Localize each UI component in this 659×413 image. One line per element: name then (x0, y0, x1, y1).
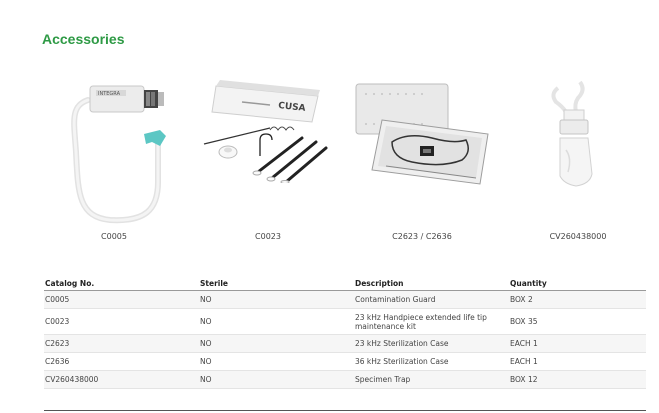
header-quantity: Quantity (509, 276, 646, 291)
cell-sterile: NO (199, 371, 354, 389)
product-caption-c0023: C0023 (255, 232, 281, 241)
cell-catalog: C0023 (44, 309, 199, 335)
cell-catalog: C2623 (44, 335, 199, 353)
cell-sterile: NO (199, 353, 354, 371)
cell-description: 23 kHz Handpiece extended life tip maintenance kit (354, 309, 509, 335)
product-caption-c2623-c2636: C2623 / C2636 (392, 232, 452, 241)
cell-quantity: BOX 35 (509, 309, 646, 335)
product-image-c0005 (60, 82, 180, 227)
table-row (44, 291, 646, 309)
cell-description: Contamination Guard (354, 291, 509, 309)
section-title: Accessories (42, 31, 125, 47)
product-caption-c0005: C0005 (101, 232, 127, 241)
product-image-cv260438000 (546, 80, 606, 195)
table-row (44, 335, 646, 353)
table-header-row (44, 276, 646, 291)
cell-sterile: NO (199, 291, 354, 309)
kit-box-label: CUSA (277, 101, 306, 114)
cell-quantity: BOX 12 (509, 371, 646, 389)
contamination-guard-label: INTEGRA (98, 91, 120, 97)
table-row (44, 371, 646, 389)
header-catalog: Catalog No. (44, 276, 199, 291)
cell-quantity: BOX 2 (509, 291, 646, 309)
header-description: Description (354, 276, 509, 291)
cell-description: Specimen Trap (354, 371, 509, 389)
header-sterile: Sterile (199, 276, 354, 291)
teal-connector (144, 130, 166, 146)
product-image-c2623-c2636 (352, 80, 502, 190)
cell-description: 23 kHz Sterilization Case (354, 335, 509, 353)
cell-quantity: EACH 1 (509, 335, 646, 353)
cell-sterile: NO (199, 335, 354, 353)
product-image-c0023 (200, 78, 340, 183)
product-caption-cv260438000: CV260438000 (549, 232, 607, 241)
bottom-divider (44, 410, 646, 411)
table-row (44, 309, 646, 335)
cell-catalog: C2636 (44, 353, 199, 371)
table-row (44, 353, 646, 371)
cell-sterile: NO (199, 309, 354, 335)
cell-description: 36 kHz Sterilization Case (354, 353, 509, 371)
catalog-table (44, 276, 646, 389)
cell-catalog: CV260438000 (44, 371, 199, 389)
cell-quantity: EACH 1 (509, 353, 646, 371)
cell-catalog: C0005 (44, 291, 199, 309)
